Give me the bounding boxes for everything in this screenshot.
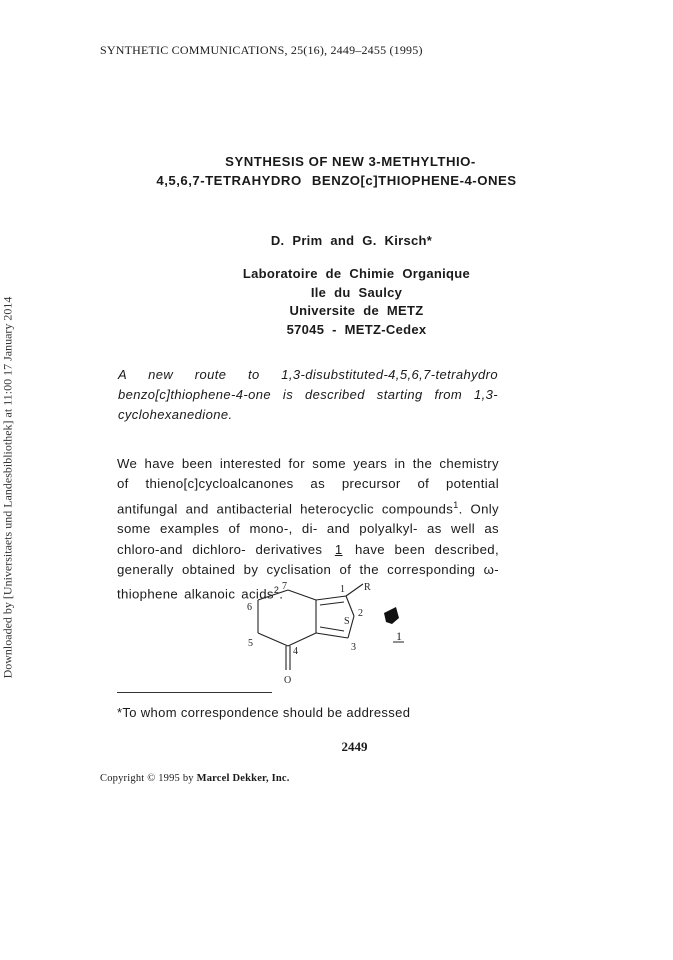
body-text-part-4: . bbox=[279, 586, 284, 602]
label-1: 1 bbox=[340, 584, 345, 595]
paper-title bbox=[0, 152, 673, 190]
label-5: 5 bbox=[248, 638, 253, 649]
body-text-part-2: . Only some examples of mono-, di- and polyalkyl- as well as chloro-and dichloro- derivatives bbox=[117, 500, 499, 557]
bond-c7a-c1-double bbox=[320, 602, 344, 605]
label-7: 7 bbox=[282, 581, 287, 592]
reference-1: 1 bbox=[453, 499, 459, 510]
body-text-part-3: have been described, generally obtained by cyclisation of the corresponding ω-thiophene alkanoic acids bbox=[117, 541, 499, 602]
affiliation bbox=[0, 265, 673, 339]
label-o: O bbox=[284, 675, 292, 686]
compound-marker-icon bbox=[384, 607, 399, 624]
label-r: R bbox=[364, 582, 371, 593]
download-watermark: Downloaded by [Universitaets und Landesbibliothek] at 11:00 17 January 2014 bbox=[0, 296, 15, 679]
bond-c4-c5 bbox=[258, 633, 288, 646]
footnote-divider bbox=[117, 692, 272, 693]
bond-c7a-c1 bbox=[316, 596, 346, 600]
bond-c1-s bbox=[346, 596, 354, 616]
footnote: *To whom correspondence should be addressed bbox=[117, 705, 411, 720]
reference-2: 2 bbox=[273, 585, 280, 596]
page-number: 2449 bbox=[341, 739, 368, 754]
copyright-prefix: Copyright © 1995 by bbox=[100, 773, 194, 784]
affiliation-line-3: Universite de METZ bbox=[289, 303, 424, 318]
bond-c1-r bbox=[346, 584, 363, 596]
authors: D. Prim and G. Kirsch* bbox=[270, 233, 433, 248]
body-text-part-1: We have been interested for some years in the chemistry of thieno[c]cycloalcanones as precursor of potential antifungal and antibacterial heterocyclic compounds bbox=[117, 456, 499, 516]
label-6: 6 bbox=[247, 602, 252, 613]
bond-c7-c7a bbox=[288, 590, 316, 600]
label-2: 2 bbox=[358, 608, 363, 619]
copyright-notice bbox=[100, 773, 290, 784]
bond-c3a-c4 bbox=[288, 633, 316, 646]
bond-c3-c3a bbox=[316, 633, 348, 638]
label-3: 3 bbox=[351, 642, 356, 653]
bond-c3-c3a-double bbox=[320, 627, 344, 631]
compound-number: 1 bbox=[334, 541, 343, 557]
title-line-2: 4,5,6,7-TETRAHYDRO BENZO[c]THIOPHENE-4-ONES bbox=[156, 173, 517, 188]
chemical-structure bbox=[236, 580, 416, 690]
label-s: S bbox=[344, 616, 350, 627]
affiliation-line-4: 57045 - METZ-Cedex bbox=[286, 321, 427, 337]
label-compound: 1 bbox=[396, 629, 402, 643]
title-line-1: SYNTHESIS OF NEW 3-METHYLTHIO- bbox=[225, 154, 476, 169]
publisher-name: Marcel Dekker, Inc. bbox=[196, 773, 290, 784]
affiliation-line-2: Ile du Saulcy bbox=[310, 284, 403, 300]
label-4: 4 bbox=[293, 646, 298, 657]
affiliation-line-1: Laboratoire de Chimie Organique bbox=[242, 266, 471, 281]
abstract: A new route to 1,3-disubstituted-4,5,6,7-tetrahydro benzo[c]thiophene-4-one is described starting from 1,3-cyclohexanedione. bbox=[118, 367, 498, 422]
journal-header: SYNTHETIC COMMUNICATIONS, 25(16), 2449–2455 (1995) bbox=[100, 43, 423, 57]
